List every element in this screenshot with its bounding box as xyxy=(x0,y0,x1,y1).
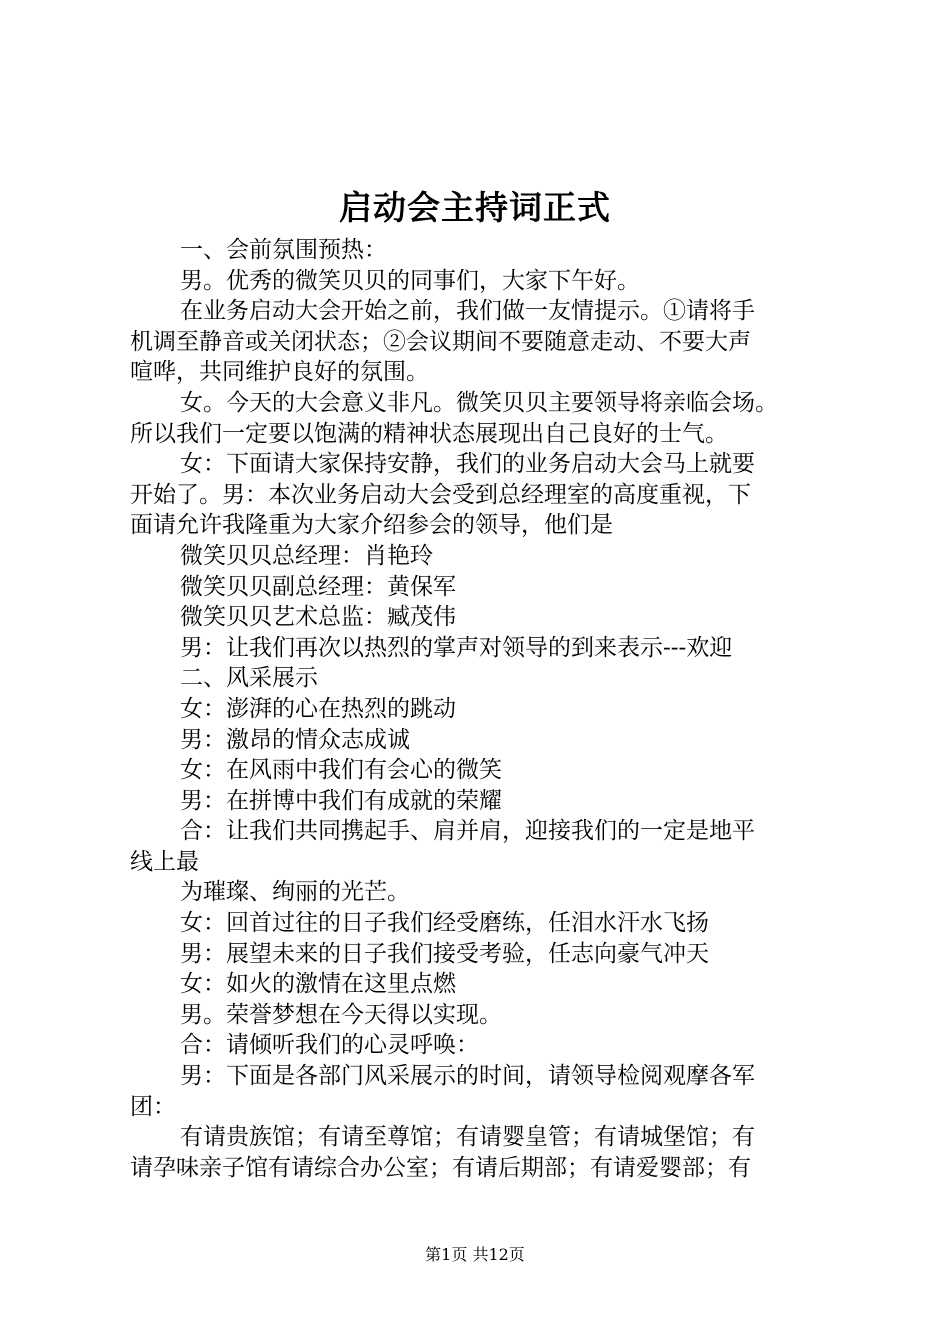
body-line: 女。今天的大会意义非凡。微笑贝贝主要领导将亲临会场。 xyxy=(180,389,778,416)
body-line: 微笑贝贝艺术总监：臧茂伟 xyxy=(180,604,456,631)
body-line: 请孕味亲子馆有请综合办公室；有请后期部；有请爱婴部；有 xyxy=(130,1154,751,1181)
body-line: 喧哗，共同维护良好的氛围。 xyxy=(130,359,429,386)
body-line: 二、风采展示 xyxy=(180,665,318,692)
body-line: 机调至静音或关闭状态；②会议期间不要随意走动、不要大声 xyxy=(130,328,751,355)
body-line: 有请贵族馆；有请至尊馆；有请婴皇管；有请城堡馆；有 xyxy=(180,1124,755,1151)
body-line: 女：下面请大家保持安静，我们的业务启动大会马上就要 xyxy=(180,451,755,478)
body-line: 为璀璨、绚丽的光芒。 xyxy=(180,879,410,906)
body-line: 男：下面是各部门风采展示的时间，请领导检阅观摩各军 xyxy=(180,1063,755,1090)
body-line: 团： xyxy=(130,1093,176,1120)
body-line: 女：澎湃的心在热烈的跳动 xyxy=(180,695,456,722)
body-line: 女：如火的激情在这里点燃 xyxy=(180,971,456,998)
body-line: 面请允许我隆重为大家介绍参会的领导，他们是 xyxy=(130,512,613,539)
body-line: 男：让我们再次以热烈的掌声对领导的到来表示---欢迎 xyxy=(180,634,733,661)
body-line: 微笑贝贝总经理：肖艳玲 xyxy=(180,542,433,569)
body-line: 女：在风雨中我们有会心的微笑 xyxy=(180,757,502,784)
body-line: 男。荣誉梦想在今天得以实现。 xyxy=(180,1001,502,1028)
document-body xyxy=(130,235,842,1183)
body-line: 一、会前氛围预热： xyxy=(180,237,387,263)
body-line: 男：激昂的情众志成诚 xyxy=(180,726,410,753)
body-line: 微笑贝贝副总经理：黄保军 xyxy=(180,573,456,600)
body-line: 男。优秀的微笑贝贝的同事们，大家下午好。 xyxy=(180,267,640,294)
page-footer: 第1页 共12页 xyxy=(425,1245,525,1264)
body-line: 男：在拼博中我们有成就的荣耀 xyxy=(180,787,502,814)
body-line: 男：展望未来的日子我们接受考验，任志向豪气冲天 xyxy=(180,940,709,967)
body-line: 所以我们一定要以饱满的精神状态展现出自己良好的士气。 xyxy=(130,420,728,447)
body-line: 在业务启动大会开始之前，我们做一友情提示。①请将手 xyxy=(180,298,755,325)
body-line: 合：请倾听我们的心灵呼唤： xyxy=(180,1032,479,1059)
body-line: 线上最 xyxy=(130,848,199,875)
page-title: 启动会主持词正式 xyxy=(339,188,611,227)
body-line: 合：让我们共同携起手、肩并肩，迎接我们的一定是地平 xyxy=(180,818,755,845)
body-line: 女：回首过往的日子我们经受磨练，任泪水汗水飞扬 xyxy=(180,910,709,937)
body-line: 开始了。男：本次业务启动大会受到总经理室的高度重视，下 xyxy=(130,481,751,508)
